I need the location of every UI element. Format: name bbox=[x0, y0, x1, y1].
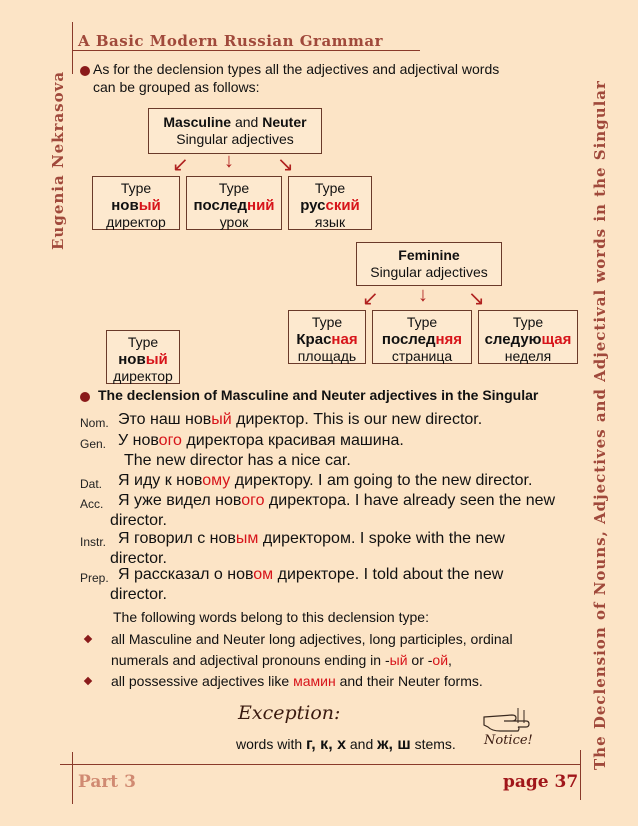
masculine-neuter-box: Masculine and Neuter Singular adjectives bbox=[148, 108, 322, 154]
following-item-2: all possessive adjectives like мамин and their Neuter forms. bbox=[111, 673, 483, 689]
arrow-down-right-icon: ↘ bbox=[468, 288, 485, 310]
chapter-title: The Declension of Nouns, Adjectives and Adjectival words in the Singular bbox=[591, 80, 609, 770]
case-label-instr: Instr. bbox=[80, 535, 107, 549]
intro-line-1: As for the declension types all the adjectives and adjectival words bbox=[93, 61, 500, 77]
header-rule bbox=[72, 50, 420, 51]
case-example-acc-cont: director. bbox=[110, 512, 167, 529]
frame-rule-bottom-left bbox=[72, 752, 73, 804]
pointing-hand-icon bbox=[482, 704, 532, 734]
model-type-box: Type новый директор bbox=[106, 330, 180, 384]
arrow-down-icon: ↓ bbox=[224, 150, 234, 172]
type-box-novyj: Type новый директор bbox=[92, 176, 180, 230]
frame-rule-top-left bbox=[72, 22, 73, 74]
notice-label: Notice! bbox=[484, 733, 533, 748]
frame-rule-bottom-right bbox=[580, 750, 581, 800]
book-title: A Basic Modern Russian Grammar bbox=[78, 32, 384, 50]
bullet-icon bbox=[80, 392, 90, 402]
exception-title: Exception: bbox=[238, 702, 341, 724]
case-example-instr-cont: director. bbox=[110, 550, 167, 567]
type-box-poslednyaya: Type последняя страница bbox=[372, 310, 472, 364]
intro-line-2: can be grouped as follows: bbox=[93, 79, 260, 95]
footer-rule bbox=[60, 764, 580, 765]
type-box-krasnaya: Type Красная площадь bbox=[288, 310, 366, 364]
case-example-prep-cont: director. bbox=[110, 586, 167, 603]
case-example-gen-translation: The new director has a nice car. bbox=[124, 452, 351, 469]
part-label: Part 3 bbox=[78, 772, 136, 792]
case-label-prep: Prep. bbox=[80, 571, 109, 585]
following-intro: The following words belong to this declension type: bbox=[113, 609, 429, 625]
case-label-gen: Gen. bbox=[80, 437, 107, 451]
arrow-down-icon: ↓ bbox=[418, 284, 428, 306]
case-example-nom: Это наш новый директор. This is our new director. bbox=[118, 411, 483, 428]
case-example-gen: У нового директора красивая машина. bbox=[118, 432, 404, 449]
case-label-nom: Nom. bbox=[80, 416, 109, 430]
case-example-dat: Я иду к новому директору. I am going to the new director. bbox=[118, 472, 533, 489]
case-example-acc: Я уже видел нового директора. I have already seen the new bbox=[118, 492, 556, 509]
case-label-acc: Acc. bbox=[80, 497, 104, 511]
arrow-down-right-icon: ↘ bbox=[277, 154, 294, 176]
feminine-box: Feminine Singular adjectives bbox=[356, 242, 502, 286]
bullet-icon bbox=[80, 66, 90, 76]
type-box-russkij: Type русский язык bbox=[288, 176, 372, 230]
author-name: Eugenia Nekrasova bbox=[49, 70, 67, 250]
page-number: page 37 bbox=[503, 772, 579, 792]
diamond-bullet-icon bbox=[84, 635, 92, 643]
following-item-1-cont: numerals and adjectival pronouns ending in -ый or -ой, bbox=[111, 652, 452, 668]
case-label-dat: Dat. bbox=[80, 477, 103, 491]
diamond-bullet-icon bbox=[84, 677, 92, 685]
case-example-instr: Я говорил с новым директором. I spoke with the new bbox=[118, 530, 505, 547]
case-example-prep: Я рассказал о новом директоре. I told about the new bbox=[118, 566, 504, 583]
type-box-sleduyushchaya: Type следующая неделя bbox=[478, 310, 578, 364]
section-title: The declension of Masculine and Neuter adjectives in the Singular bbox=[98, 387, 539, 403]
arrow-down-left-icon: ↙ bbox=[172, 154, 189, 176]
arrow-down-left-icon: ↙ bbox=[362, 288, 379, 310]
type-box-poslednij: Type последний урок bbox=[186, 176, 282, 230]
exception-text: words with г, к, х and ж, ш stems. bbox=[236, 736, 456, 753]
following-item-1: all Masculine and Neuter long adjectives, long participles, ordinal bbox=[111, 631, 513, 647]
